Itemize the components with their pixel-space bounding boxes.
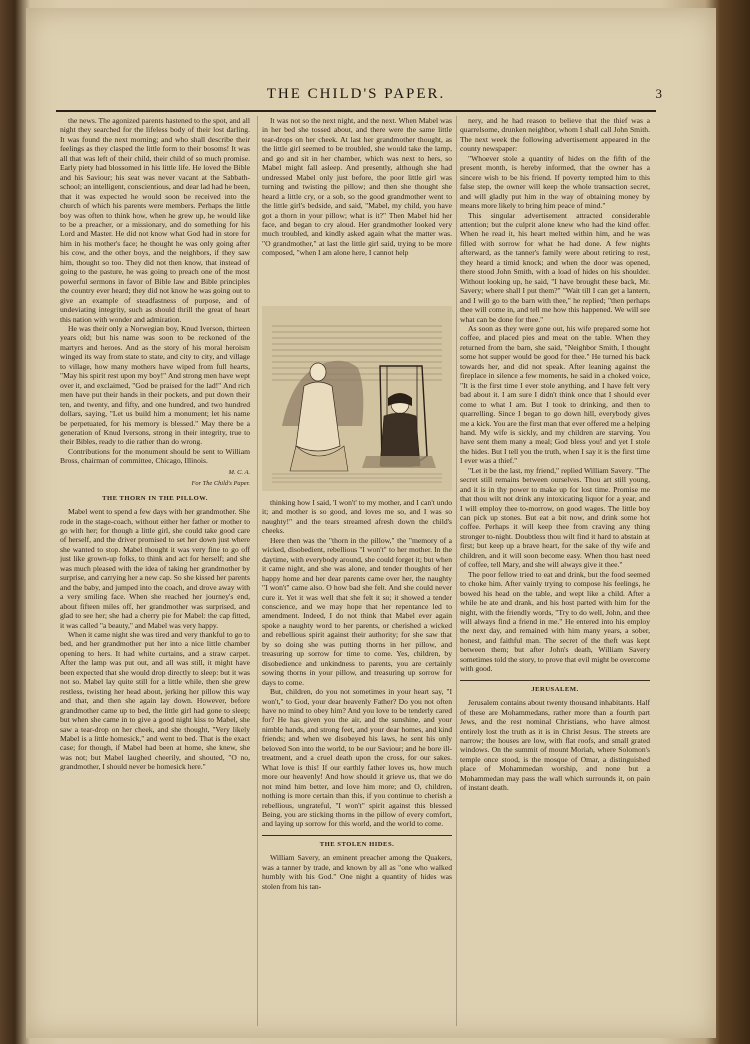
paragraph: But, children, do you not sometimes in your heart say, "I won't," to God, your dear heavenly Father? Do you not often have no mind to obey him? And you love to be tenderly cared for? He has given you the air, and the sunshine, and your nimble hands, and strong feet, and your dear homes, and kind friends; and when we disobeyed his laws, he sent his only beloved Son into the world, to be our Saviour; and he bore ill-treatment, and a cruel death upon the cross, for our sakes. What love is this! If our earthly father loves us, how much more our heavenly! And how should it grieve us, that we do not mind him better, and love him more; and O, children, nothing is more certain than this, if you continue to cherish a rebellious, ungrateful, "I won't" spirit against this blessed Being, you are sticking thorns in the pillow of every comfort, and laying up sorrow for this world, and the world to come. xyxy=(262,687,452,829)
paragraph: Contributions for the monument should be sent to William Bross, chairman of committee, Chicago, Illinois. xyxy=(60,446,250,466)
paragraph: It was not so the next night, and the next. When Mabel was in her bed she tossed about, and there were the same little tear-drops on her cheek. At last her grandmother thought, as the little girl seemed to be troubled, she would take the lamp, and go and sit in her chamber, which was next to hers, so Mabel might fall asleep. And presently, although she had undressed Mabel only just before, the poor little girl was turning and twisting the pillow; and then she thought she heard a little cry, or a sob, so the good grandmother went to the little girl's bedside, and said, "Mabel, my child, you have got a thorn in your pillow; what is it?" Then Mabel hid her face, and began to cry aloud. Her grandmother looked very much troubled, and kindly asked again what the matter was. "O grandmother," at last the little girl said, trying to be more composed, "when I am alone here, I cannot help xyxy=(262,116,452,258)
paragraph: "Whoever stole a quantity of hides on the fifth of the present month, is hereby informed, that the owner has a sincere wish to be his friend. If poverty tempted him to this false step, the owner will keep the whole transaction secret, and will gladly put him in the way of obtaining money by means more likely to bring him peace of mind." xyxy=(460,153,650,211)
section-title: JERUSALEM. xyxy=(460,680,650,694)
page-number: 3 xyxy=(655,86,662,101)
column-rule xyxy=(456,116,457,1026)
paragraph: William Savery, an eminent preacher among the Quakers, was a tanner by trade, and known by all as "one who walked humbly with his God." One night a quantity of hides was stolen from his tan- xyxy=(262,853,452,891)
column-2-top xyxy=(262,116,452,306)
paragraph: nery, and he had reason to believe that the thief was a quarrelsome, drunken neighbor, whom I shall call John Smith. The next week the following advertisement appeared in the county newspaper: xyxy=(460,116,650,154)
author-signature: M. C. A. xyxy=(228,468,250,476)
paragraph: When it came night she was tired and very thankful to go to bed, and her grandmother put her into a nice little chamber opening to hers. It had white curtains, and a straw carpet. After the lamp was put out, and all was still, it might have been expected that she would drop directly to sleep: but it was not so. Mabel lay quite still for a little while, then she grew restless, twisting her head about, jerking her pillow this way and that, and then she again lay down. However, before grandmother came up to bed, the little girl had gone to sleep; but when she came in to give a good night kiss to Mabel, she saw a tear-drop on her cheek, and she thought, "Very likely Mabel is a little homesick," and went to bed. That is the exact case; for though, if Mabel had been at home, she knew, she was not; but Mabel laughed cheerily, and shouted, "O no, grandmother, I should never be homesick here." xyxy=(60,630,250,772)
paragraph: thinking how I said, 'I won't' to my mother, and I can't undo it; and mother is so good, and loves me so, and I was so naughty!" and the tears streamed afresh down the child's cheeks. xyxy=(262,498,452,536)
paragraph: "Let it be the last, my friend," replied William Savery. "The secret still remains between ourselves. Thou art still young, and it is in thy power to make up for lost time. Promise me that thou wilt not drink any intoxicating liquor for a year, and I will employ thee to-morrow, on good wages. The little boy can pick up stones. But eat a bit now, and drink some hot coffee. Perhaps it will keep thee from craving any thing stronger to-night. Doubtless thou wilt find it hard to abstain at first; but keep up a brave heart, for the sake of thy wife and children, and it will soon become easy. When thou hast need of coffee, tell Mary, and she will always give it thee." xyxy=(460,465,650,570)
newspaper-title: THE CHILD'S PAPER. xyxy=(266,86,446,102)
paragraph: As soon as they were gone out, his wife prepared some hot coffee, and placed pies and meat on the table. When they returned from the barn, she said, "Neighbor Smith, I thought some hot supper would be good for thee." He turned his back towards her, and did not speak. After leaning against the fireplace in silence a few moments, he said in a choked voice, "It is the first time I ever stole anything, and I have felt very bad about it. I am sure I didn't think once that I should ever come to what I am. But I took to drinking, and then to quarrelling. Since I began to go down hill, everybody gives me a kick. You are the first man that ever offered me a helping hand. My wife is sickly, and my children are starving. You have sent them many a meal; God bless you! and yet I stole the hides. But I tell you the truth, when I say it is the first time I ever was a thief." xyxy=(460,323,650,466)
story-byline: For The Child's Paper. xyxy=(191,480,250,488)
column-rule xyxy=(257,116,258,1026)
story-title: THE THORN IN THE PILLOW. xyxy=(102,494,208,502)
paragraph: The poor fellow tried to eat and drink, but the food seemed to choke him. After vainly trying to compose his feelings, he bowed his head on the table, and wept like a child. After a while he ate and drank, and his host parted with him for the night, with the friendly words, "Try to do well, John, and thee will always find a friend in me." He entered into his employ the next day, and remained with him many years, a sober, honest, and faithful man. The secret of the theft was kept between them; but after John's death, William Savery sometimes told the story, to prove that evil might be overcome with good. xyxy=(460,569,650,674)
paragraph: Here then was the "thorn in the pillow," the "memory of a wicked, disobedient, rebellious "I won't" to her mother. In the daytime, with everybody around, she could forget it; but when it came night, and she was alone, and tender thoughts of her happy home and her dear parents came over her, the naughty "I won't" came also. O how bad she felt. And she could never cure it. Yet it was well that she felt it so; it showed a tender conscience, and we may hope that her repentance led to amendment. Indeed, I do not think that Mabel ever again spoke a naughty word to her parents, or cherished a wicked and rebellious spirit against their authority; for she saw that by so doing she was putting thorns in her pillow, and treasuring up sorrow for time to come. Yes, children, by disobedience and unkindness to parents, you are certainly sowing thorns in your pillow, and treasuring up sorrow for days to come. xyxy=(262,535,452,687)
engraving-illustration xyxy=(262,306,452,491)
column-2-bottom xyxy=(262,498,452,1024)
paragraph: This singular advertisement attracted considerable attention; but the culprit alone knew who had the kind offer. When he read it, his heart melted within him, and he was filled with sorrow for what he had done. A few nights afterward, as the tanner's family were about retiring to rest, they heard a timid knock; and when the door was opened, there stood John Smith, with a load of hides on his shoulder. Without looking up, he said, "I have brought these back, Mr. Savery; where shall I put them?" "Wait till I can get a lantern, and I will go to the barn with thee," he replied; "then perhaps thee will come in, and tell me how this happened. We will see what can be done for thee." xyxy=(460,210,650,324)
paragraph: He was their only a Norwegian boy, Knud Iverson, thirteen years old; but his name was soon to be reckoned of the martyrs and heroes. And as the story of his moral heroism winged its way from state to state, and city to city, and village to village, how many mothers have wiped from full hearts, "May his spirit rest upon my boy!" And strong men have wept over it, and exclaimed, "God be praised for the lad!" And rich men have put their hands in their pockets, and put down their ten, and twenty, and fifty, and one hundred, and two hundred dollars, saying, "Let us build him a monument; let his name be perpetuated, for his memory is blessed." May there be a generation of Knud Iversons, strong in their integrity, true to their Bibles, ready to die rather than do wrong. xyxy=(60,323,250,447)
paragraph: Jerusalem contains about twenty thousand inhabitants. Half of these are Mohammedans, rather more than a fourth part Jews, and the rest nominal Christians, who have almost entirely lost the truth as it is in Christ Jesus. The streets are narrow; the houses are low, with flat roofs, and small grated windows. On the summit of mount Moriah, where Solomon's temple once stood, is the mosque of Omar, a distinguished place of Mohammedan worship, and none but a Mohammedan may pass the wall which surrounds it, on pain of instant death. xyxy=(460,698,650,793)
paragraph: Mabel went to spend a few days with her grandmother. She rode in the stage-coach, without either her father or mother to go with her; for though a little girl, she could take good care of herself, and the driver promised to set her down just where she wanted to stop. Mabel thought it was very fine to go off just like grown-up folks, to think and act for herself; and she was much pleased with the idea of taking her grandmother by surprise, and carrying her a new cap. So she kissed her parents and the baby, and jumped into the coach, and drove away with a very smiling face. When she reached her journey's end, about fifteen miles off, her grandmother was surprised, and glad to see her; she had a cherry pie for Mabel: the cap fitted, it was called "a beauty," and Mabel was very happy. xyxy=(60,507,250,630)
section-title: THE STOLEN HIDES. xyxy=(262,835,452,849)
column-1 xyxy=(60,116,250,1026)
paragraph: the news. The agonized parents hastened to the spot, and all night they searched for the lifeless body of their lost darling. It was found the next morning; and who shall describe their feelings as they clasped the little form to their bosoms! It was all that was left of their child, their child of so much promise. Early piety had blossomed in his little life. He loved the Bible and his Saviour; his seat was never vacant at the Sabbath-school; an intelligent, conscientious, and dear lad had he been, that it was expected he would soon be received into the church of which his parents were members. Perhaps the little boy was often to think how, when he grew up, he would like to be a preacher, or a missionary, and do something for his Lord and Master. He did not know what God had in store for him in his mother's face; he thought he was only going after his cow, and the other boys, and the neighbors, if they saw him, thought so too. They did not then know, that instead of going to the pasture, he was going to preach one of the most powerful sermons in favor of Bible law and Bible principles the country ever heard; they did not know he was going out to give an example of steadfastness of purpose, and of undeviating integrity, such as should thrill the great of heart this nation with wonder and admiration. xyxy=(60,116,250,324)
column-3 xyxy=(460,116,650,1026)
engraving-image xyxy=(262,306,452,491)
page-header xyxy=(56,86,662,112)
